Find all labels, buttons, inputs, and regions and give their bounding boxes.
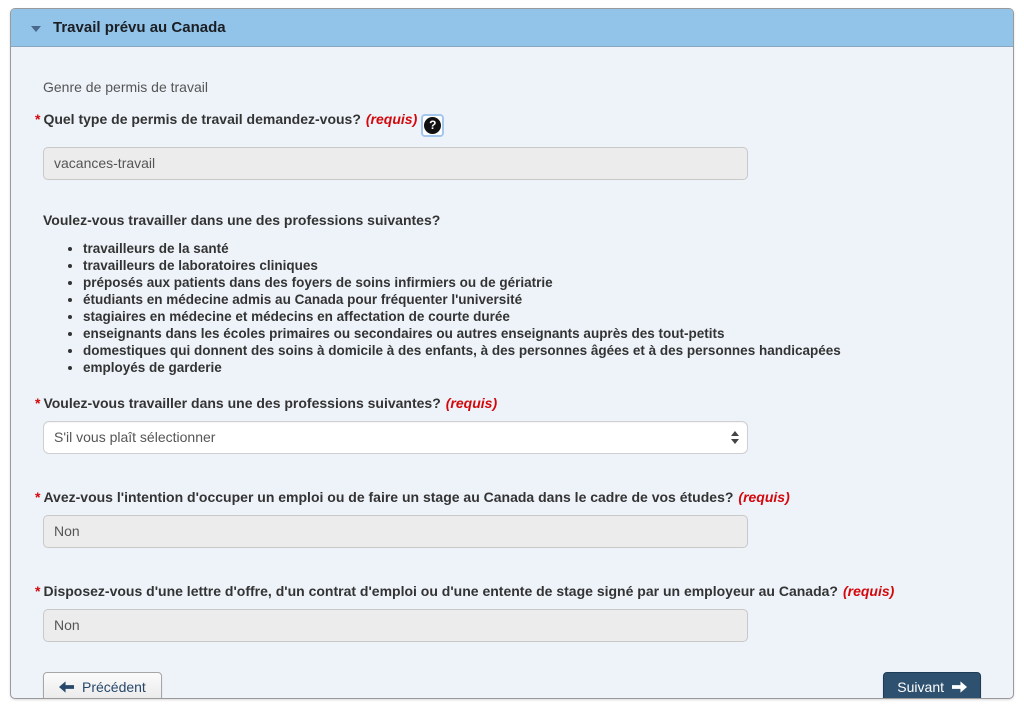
question-professions <box>35 394 981 411</box>
next-button[interactable] <box>883 672 981 700</box>
section-body <box>11 47 1013 699</box>
professions-list <box>43 240 981 376</box>
professions-select[interactable] <box>43 421 748 454</box>
work-permit-kind-label: Genre de permis de travail <box>43 79 208 95</box>
offer-letter-input <box>43 609 748 642</box>
required-tag: (requis) <box>365 111 418 127</box>
required-asterisk: * <box>35 111 41 127</box>
list-item: • employés de garderie <box>83 359 981 376</box>
list-item: • étudiants en médecine admis au Canada pour fréquenter l'université <box>83 291 981 308</box>
study-work-intent-input <box>43 515 748 548</box>
arrow-right-icon <box>952 681 967 693</box>
list-item: • enseignants dans les écoles primaires ou secondaires ou autres enseignants auprès des tout-petits <box>83 325 981 342</box>
previous-button[interactable] <box>43 672 162 700</box>
section-title: Travail prévu au Canada <box>53 19 226 36</box>
question-professions-text: Voulez-vous travailler dans une des professions suivantes? <box>43 394 441 411</box>
section-header-travail-prevu[interactable] <box>11 9 1013 47</box>
question-offer-letter <box>35 582 981 599</box>
select-stepper-icon <box>731 431 739 444</box>
professions-select-value: S'il vous plaît sélectionner <box>54 429 216 445</box>
work-permit-type-input <box>43 147 748 180</box>
question-offer-letter-text: Disposez-vous d'une lettre d'offre, d'un contrat d'emploi ou d'une entente de stage signé par un employeur au Canada? <box>43 582 838 599</box>
navigation-buttons <box>43 672 981 700</box>
help-icon[interactable] <box>421 114 444 137</box>
required-tag: (requis) <box>738 488 790 505</box>
required-tag: (requis) <box>445 394 498 411</box>
next-button-label: Suivant <box>897 679 944 695</box>
list-item: • travailleurs de la santé <box>83 240 981 257</box>
question-work-permit-type-text: Quel type de permis de travail demandez-vous? <box>43 111 361 127</box>
required-asterisk: * <box>35 488 41 505</box>
section-panel <box>10 8 1014 699</box>
question-study-work-intent-text: Avez-vous l'intention d'occuper un emploi ou de faire un stage au Canada dans le cadre de vos études? <box>43 488 734 505</box>
list-item: • travailleurs de laboratoires cliniques <box>83 257 981 274</box>
arrow-left-icon <box>59 681 74 693</box>
list-item: • domestiques qui donnent des soins à domicile à des enfants, à des personnes âgées et à des personnes handicapées <box>83 342 981 359</box>
question-study-work-intent <box>35 488 981 505</box>
question-work-permit-type <box>35 111 981 137</box>
professions-heading: Voulez-vous travailler dans une des professions suivantes? <box>43 211 441 228</box>
caret-down-icon <box>31 26 41 32</box>
list-item: • stagiaires en médecine et médecins en affectation de courte durée <box>83 308 981 325</box>
required-asterisk: * <box>35 394 41 411</box>
previous-button-label: Précédent <box>82 679 146 695</box>
list-item: • préposés aux patients dans des foyers de soins infirmiers ou de gériatrie <box>83 274 981 291</box>
required-asterisk: * <box>35 582 41 599</box>
required-tag: (requis) <box>842 582 895 599</box>
question-mark-glyph: ? <box>424 117 441 134</box>
